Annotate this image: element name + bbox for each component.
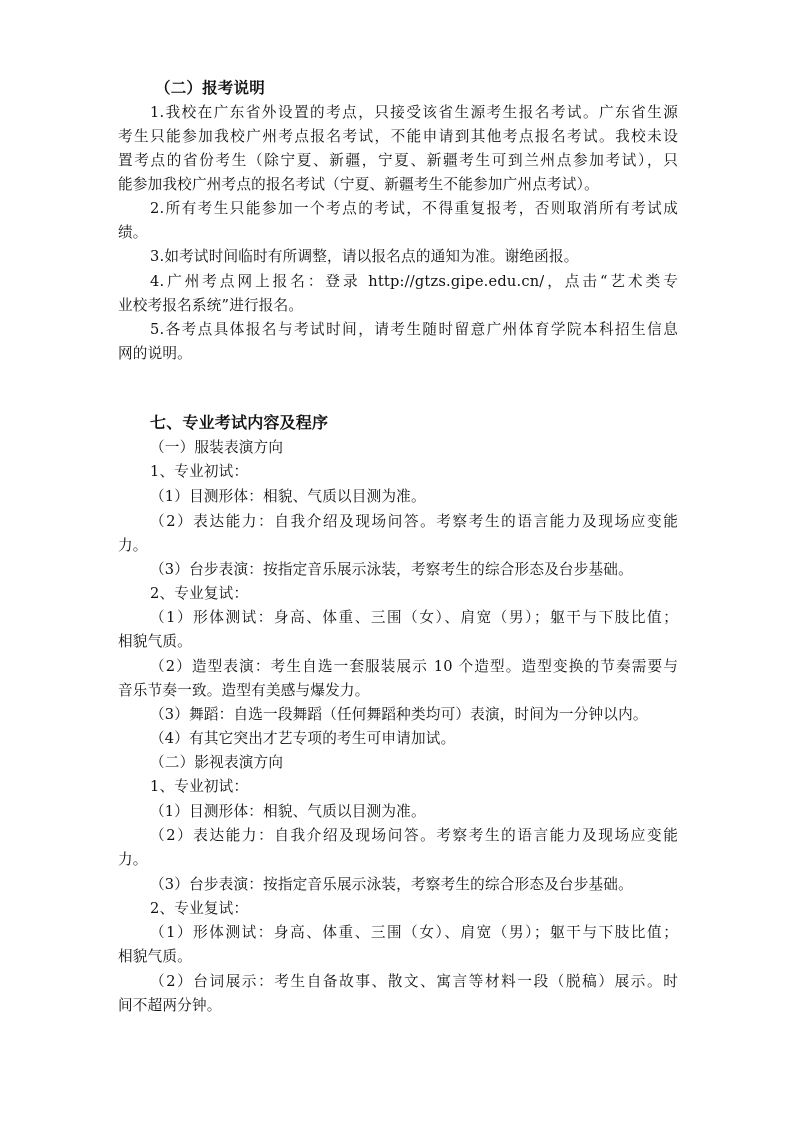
paragraph-line-with-url: 4.广州考点网上报名：登录 http://gtzs.gipe.edu.cn/，点击“艺术类专: [150, 273, 678, 290]
list-item: （2）表达能力：自我介绍及现场问答。考察考生的语言能力及现场应变能: [150, 827, 678, 844]
paragraph-line: 3.如考试时间临时有所调整，请以报名点的通知为准。谢绝函报。: [150, 248, 579, 265]
section-heading-exam-content: 七、专业考试内容及程序: [150, 413, 329, 432]
list-item: （1）目测形体：相貌、气质以目测为准。: [150, 488, 426, 505]
list-item: （3）舞蹈：自选一段舞蹈（任何舞蹈种类均可）表演，时间为一分钟以内。: [150, 706, 648, 723]
list-item: （3）台步表演：按指定音乐展示泳装，考察考生的综合形态及台步基础。: [150, 561, 633, 578]
paragraph-line: 置考点的省份考生（除宁夏、新疆，宁夏、新疆考生可到兰州点参加考试），只: [118, 152, 678, 169]
list-item: （3）台步表演：按指定音乐展示泳装，考察考生的综合形态及台步基础。: [150, 876, 633, 893]
list-item: （1）形体测试：身高、体重、三围（女）、肩宽（男）；躯干与下肢比值；: [150, 924, 678, 941]
list-item: （1）形体测试：身高、体重、三围（女）、肩宽（男）；躯干与下肢比值；: [150, 609, 678, 626]
list-item-continuation: 相貌气质。: [118, 948, 192, 965]
paragraph-line: 绩。: [118, 224, 148, 241]
paragraph-line: 网的说明。: [118, 345, 192, 362]
list-item: （1）目测形体：相貌、气质以目测为准。: [150, 803, 426, 820]
list-item-continuation: 力。: [118, 537, 148, 554]
list-item-continuation: 音乐节奏一致。造型有美感与爆发力。: [118, 682, 370, 699]
paragraph-line: 考生只能参加我校广州考点报名考试，不能申请到其他考点报名考试。我校未设: [118, 128, 678, 145]
list-item: （4）有其它突出才艺专项的考生可申请加试。: [150, 730, 456, 747]
list-item-continuation: 力。: [118, 851, 148, 868]
subheading-second: 2、专业复试：: [150, 900, 249, 917]
paragraph-line: 5.各考点具体报名与考试时间，请考生随时留意广州体育学院本科招生信息: [150, 321, 678, 338]
list-item-continuation: 相貌气质。: [118, 633, 192, 650]
subheading-prelim: 1、专业初试：: [150, 463, 249, 480]
list-item-continuation: 间不超两分钟。: [118, 997, 222, 1014]
section-heading-registration-notes: （二）报考说明: [155, 79, 265, 97]
paragraph-line: 能参加我校广州考点的报名考试（宁夏、新疆考生不能参加广州点考试）。: [118, 176, 599, 193]
paragraph-line: 1.我校在广东省外设置的考点，只接受该省生源考生报名考试。广东省生源: [150, 104, 678, 121]
subsection-title-fashion: （一）服装表演方向: [150, 439, 284, 456]
list-item: （2）台词展示：考生自备故事、散文、寓言等材料一段（脱稿）展示。时: [150, 973, 678, 990]
subsection-title-film: （二）影视表演方向: [150, 754, 284, 771]
list-item: （2）表达能力：自我介绍及现场问答。考察考生的语言能力及现场应变能: [150, 513, 678, 530]
subheading-second: 2、专业复试：: [150, 585, 249, 602]
paragraph-line: 2.所有考生只能参加一个考点的考试，不得重复报考，否则取消所有考试成: [150, 200, 678, 217]
subheading-prelim: 1、专业初试：: [150, 778, 249, 795]
list-item: （2）造型表演：考生自选一套服装展示 10 个造型。造型变换的节奏需要与: [150, 658, 678, 675]
paragraph-line: 业校考报名系统”进行报名。: [118, 297, 304, 314]
